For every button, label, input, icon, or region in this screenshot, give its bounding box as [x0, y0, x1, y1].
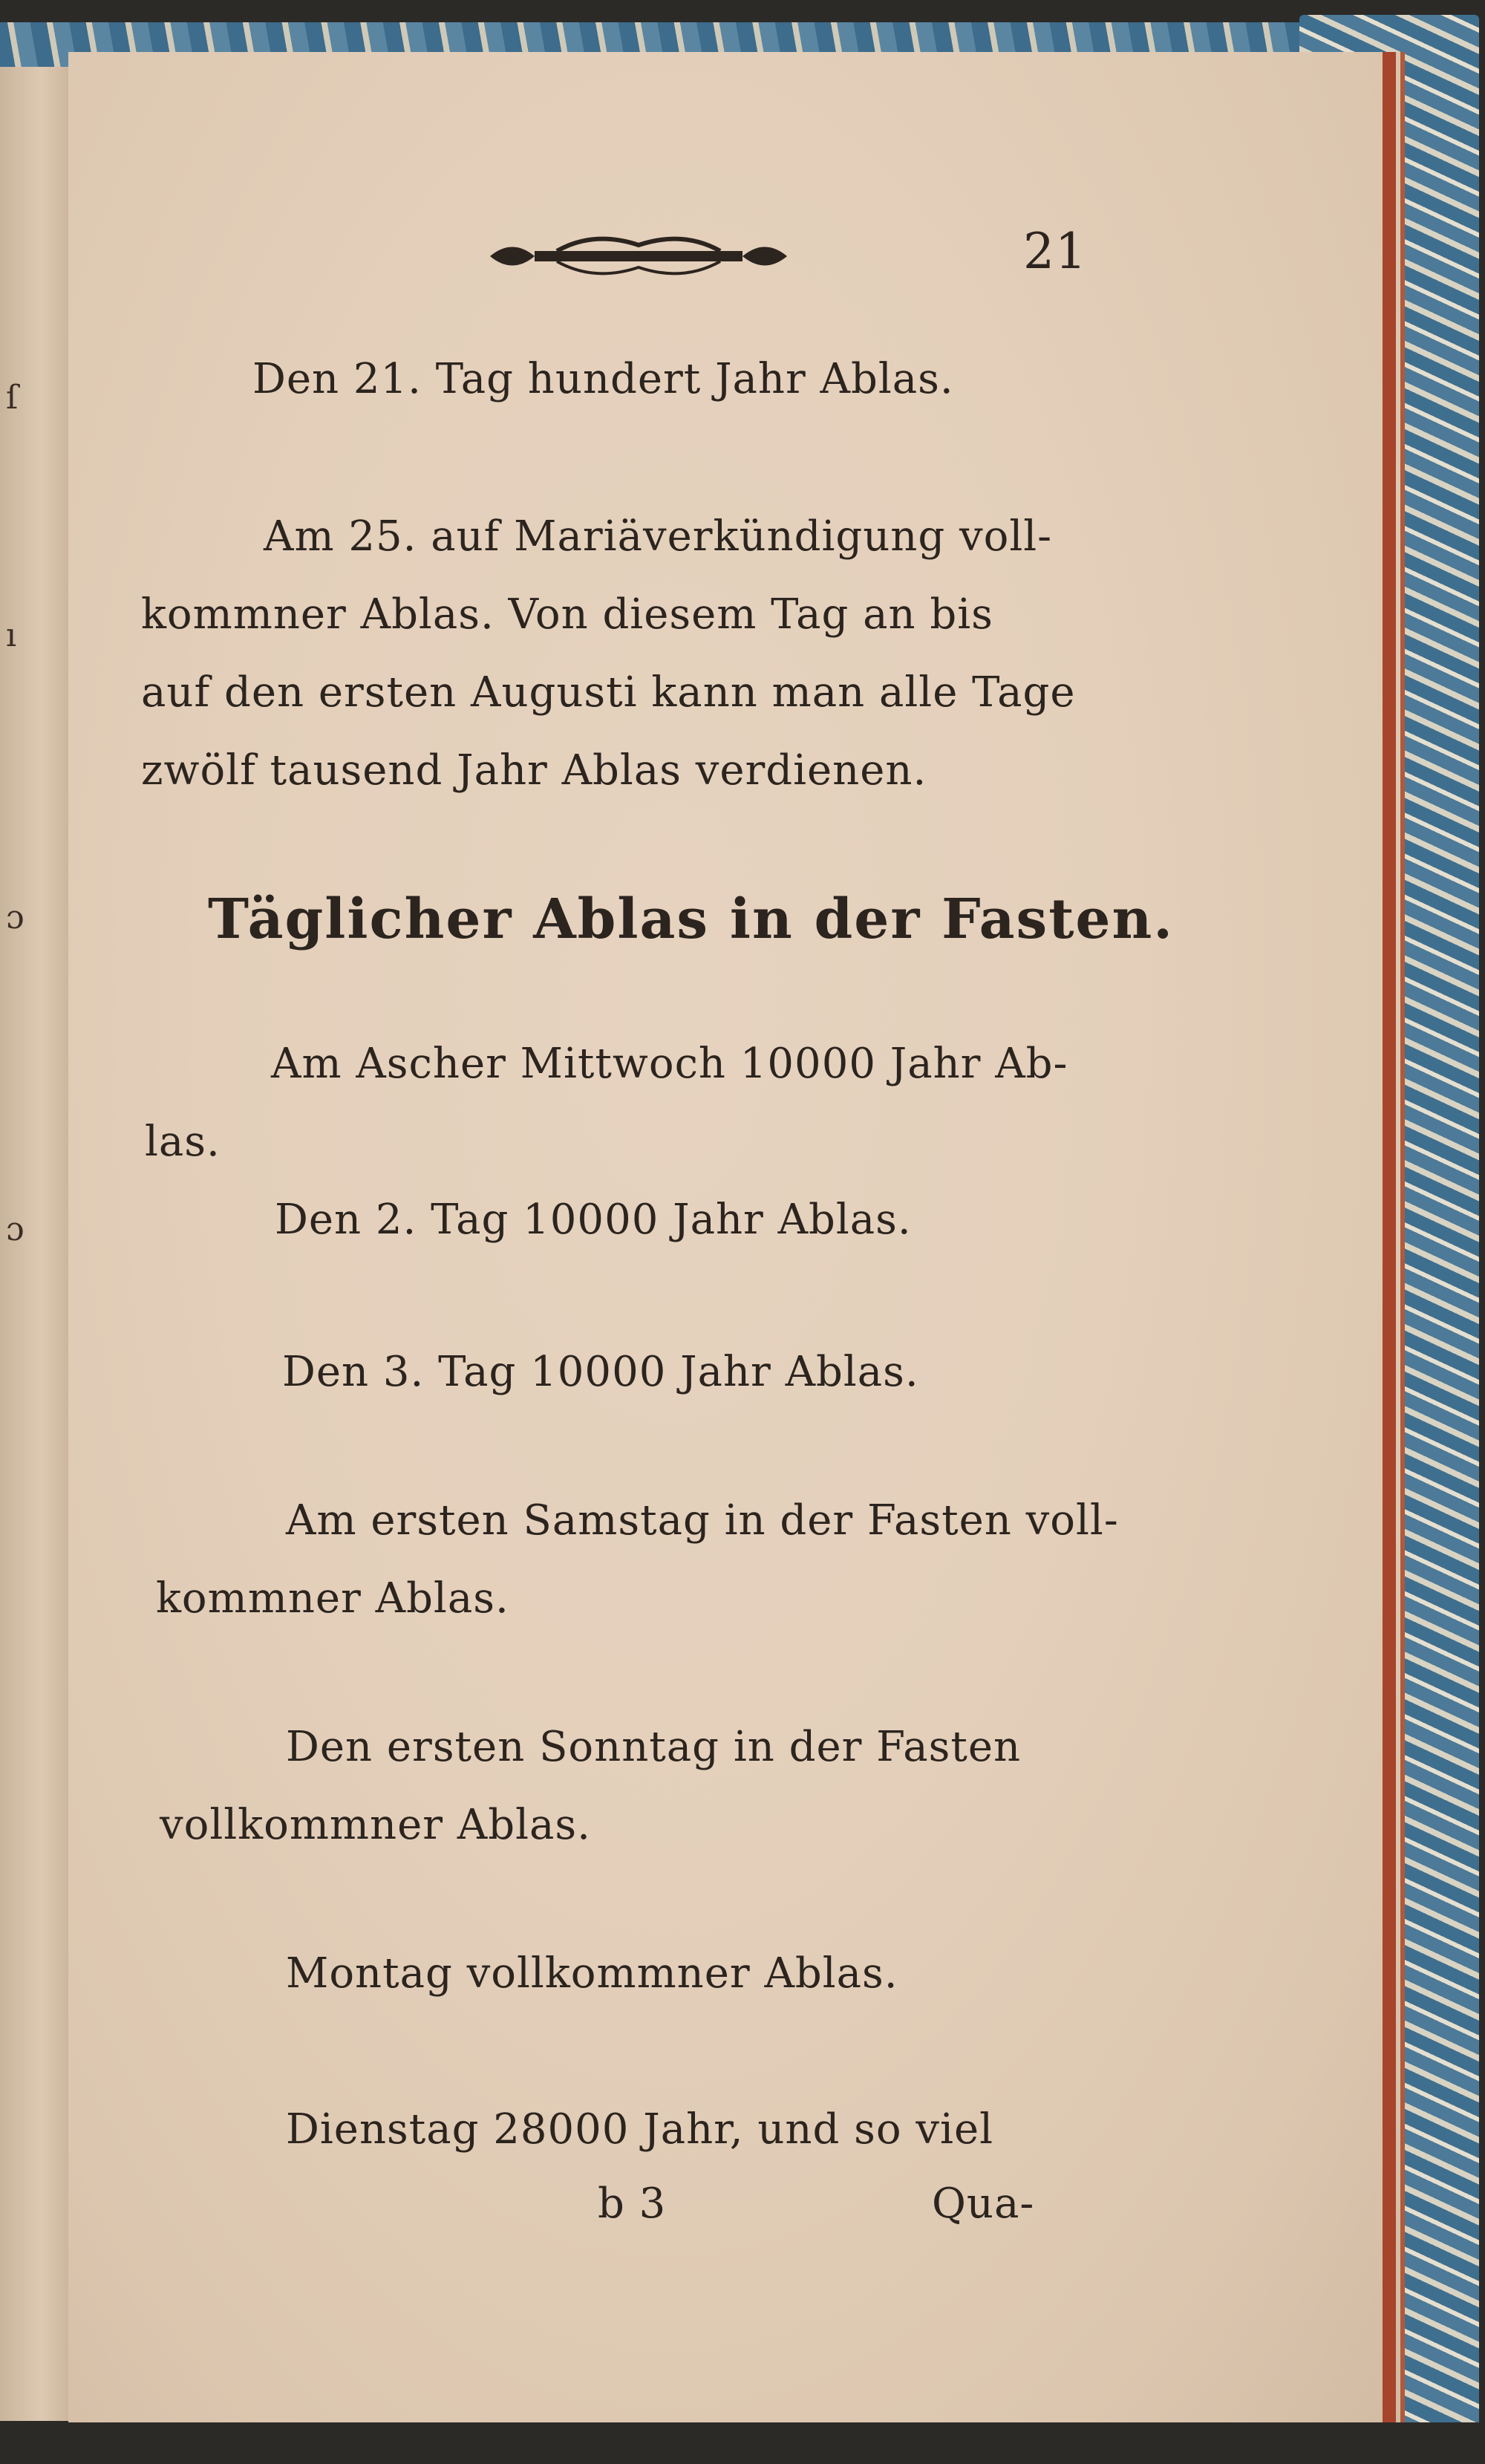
facing-page-glyph: ı: [6, 616, 17, 654]
text-line: Am ersten Samstag in der Fasten voll-: [286, 1496, 1119, 1545]
signature-mark: b 3: [598, 2180, 667, 2228]
facing-page-glyph: ɔ: [6, 899, 25, 936]
catchword: Qua-: [932, 2180, 1035, 2228]
text-line: auf den ersten Augusti kann man alle Tage: [141, 668, 1076, 717]
background-strip: [0, 2422, 1485, 2464]
text-line: Montag vollkommner Ablas.: [286, 1949, 898, 1998]
text-line: las.: [145, 1118, 221, 1166]
text-line: kommner Ablas.: [156, 1574, 509, 1623]
facing-page-glyph: ɔ: [6, 1210, 25, 1248]
ornament-icon: [483, 223, 794, 290]
facing-page-glyph: ſ: [6, 379, 19, 417]
text-line: Am 25. auf Mariäverkündigung voll-: [264, 512, 1053, 561]
text-line: kommner Ablas. Von diesem Tag an bis: [141, 590, 993, 639]
text-line: Den 2. Tag 10000 Jahr Ablas.: [275, 1196, 912, 1244]
text-line: Den ersten Sonntag in der Fasten: [286, 1723, 1022, 1771]
text-line: Am Ascher Mittwoch 10000 Jahr Ab-: [271, 1040, 1068, 1088]
section-heading: Täglicher Ablas in der Fasten.: [208, 887, 1175, 951]
text-line: zwölf tausend Jahr Ablas verdienen.: [141, 746, 927, 795]
text-line: Dienstag 28000 Jahr, und so viel: [286, 2105, 993, 2154]
text-line: vollkommner Ablas.: [160, 1801, 591, 1849]
text-line: Den 3. Tag 10000 Jahr Ablas.: [282, 1348, 919, 1396]
text-line: Den 21. Tag hundert Jahr Ablas.: [252, 355, 954, 403]
page-red-edge: [1383, 52, 1396, 2428]
facing-page-edge: [0, 67, 70, 2421]
page-number: 21: [1023, 223, 1087, 280]
